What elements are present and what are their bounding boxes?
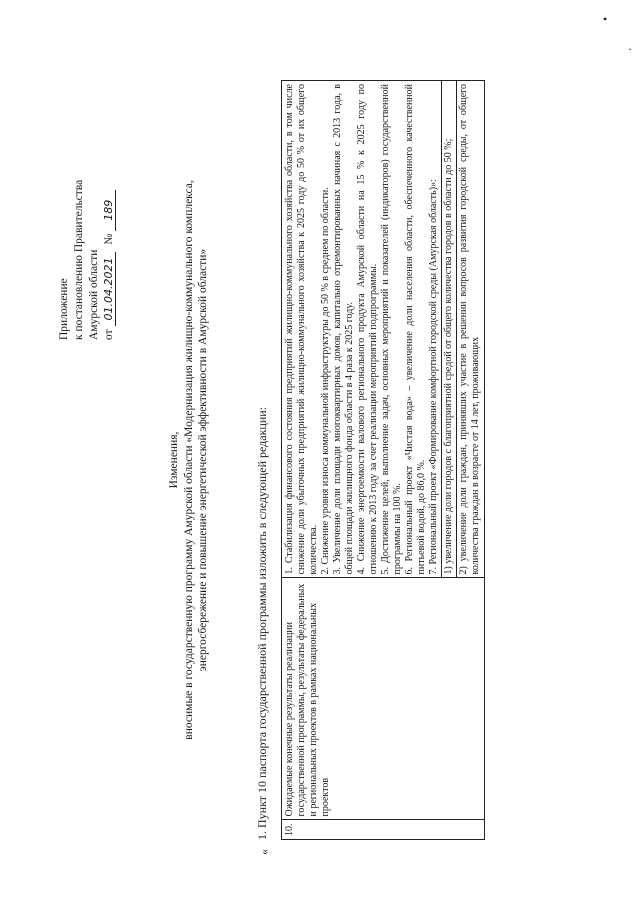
list-item: 2) увеличение доли граждан, принявших участие в решении вопросов развития городской среды, от общего количества граждан в возрасте от 14 лет, проживающих: [456, 81, 482, 578]
number-value: 189: [102, 190, 116, 231]
list-item: 2. Снижение уровня износа коммунальной инфраструктуры до 50 % в среднем по области.: [320, 187, 331, 575]
list-item: 1) увеличение доли городов с благоприятной средой от общего количества городов в области до 50 %;: [441, 81, 455, 578]
passport-table: [281, 80, 485, 840]
list-item: 7. Региональный проект «Формирование комфортной городской среды (Амурская область)»:: [428, 179, 439, 575]
table-row: [282, 81, 485, 840]
appendix-resolution: к постановлению Правительства: [72, 179, 85, 340]
list-item: 6. Региональный проект «Чистая вода» – увеличение доли населения области, обеспеченного качественной питьевой водой, до 86,0 %.: [404, 84, 427, 575]
scan-speck: •: [603, 12, 608, 26]
appendix-title: Приложение: [58, 278, 70, 340]
list-item: 5. Достижение целей, выполнение задач, основных мероприятий и показателей (индикаторов) государственной программы на 100 %.: [380, 84, 403, 575]
row-label: Ожидаемые конечные результаты реализации государственной программы, результаты федеральных и региональных проектов в рамках национальных проектов: [282, 578, 485, 820]
heading-line-1: вносимые в государственную программу Амурской области «Модернизация жилищно-коммунального комплекса,: [182, 180, 195, 740]
date-value: 01.04.2021: [102, 252, 116, 327]
scan-speck: ·: [628, 42, 632, 56]
row-number: 10.: [282, 820, 485, 840]
heading-title: Изменения,: [168, 431, 180, 489]
appendix-date-line: [102, 70, 117, 340]
row-content: [282, 81, 485, 579]
appendix-block: [57, 70, 117, 340]
list-item: 1. Стабилизация финансового состояния предприятий жилищно-коммунального хозяйства области, в том числе снижение доли убыточных предприятий жилищно-коммунального хозяйства к 2025 году до 50 % от их общего количества.: [284, 84, 319, 575]
date-prefix: от: [102, 329, 115, 340]
appendix-region: Амурской области: [87, 249, 100, 340]
list-item: 4. Снижение энергоемкости валового регионального продукта Амурской области на 15 % к 2025 году по отношению к 2013 году за счет реализации мероприятий подпрограммы.: [356, 84, 379, 575]
intro-paragraph: 1. Пункт 10 паспорта государственной программы изложить в следующей редакции:: [255, 406, 269, 840]
rotated-document: [45, 60, 605, 860]
heading-line-2: энергосбережение и повышение энергетической эффективности в Амурской области»: [197, 248, 210, 672]
document-heading: [167, 60, 211, 860]
list-item: 3. Увеличение доли площади многоквартирных домов, капитально отремонтированных начиная с 2013 года, в общей площади жилищного фонда области в 4 раза к 2025 году.: [332, 84, 355, 575]
opening-quote: «: [257, 849, 271, 855]
number-sign: №: [102, 233, 115, 245]
